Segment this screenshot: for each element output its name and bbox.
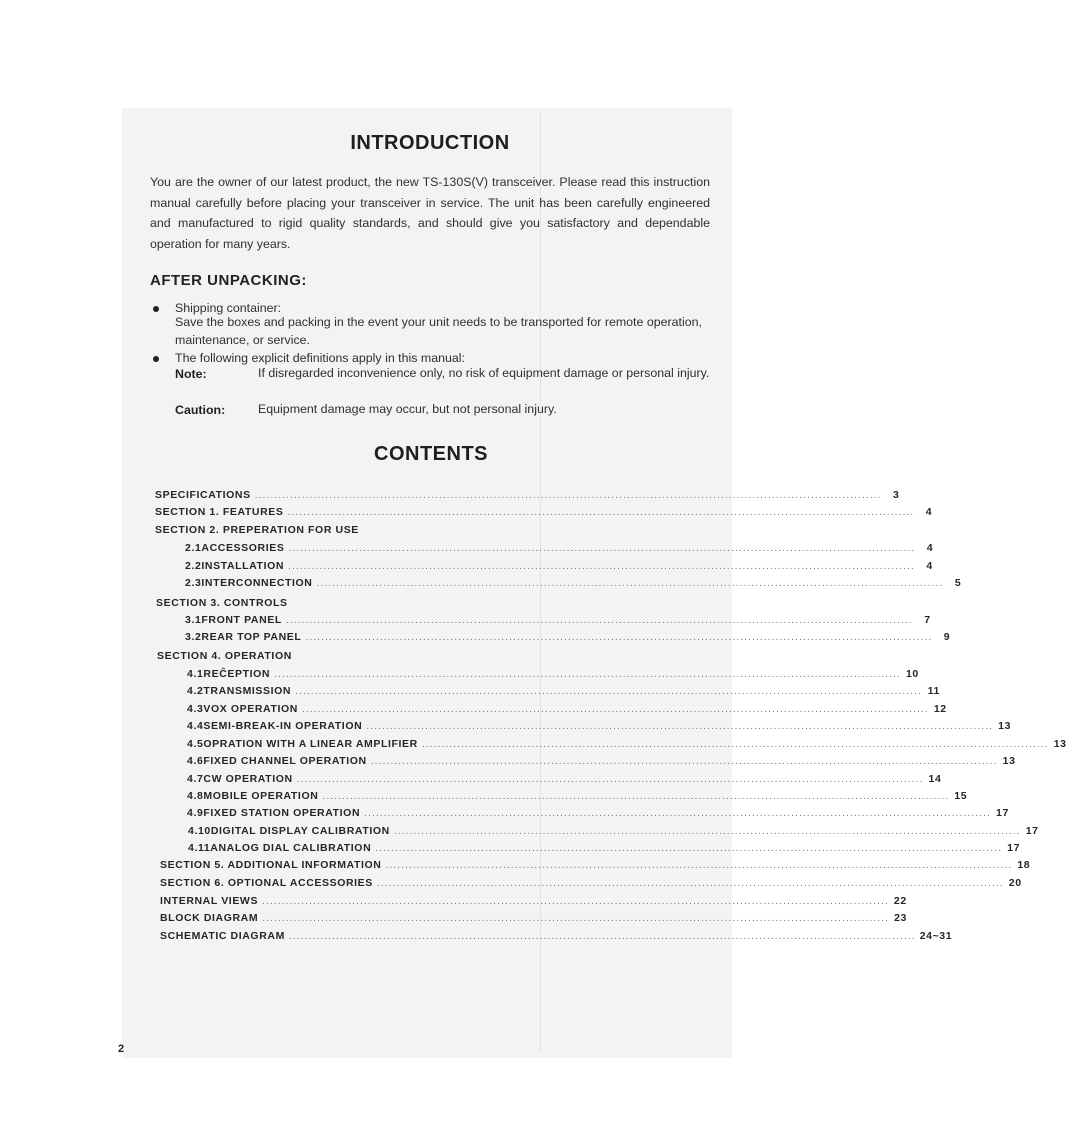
toc-page-number: 11 — [927, 685, 940, 697]
toc-page-number: 17 — [996, 807, 1009, 819]
shipping-container-title: Shipping container: — [175, 301, 282, 315]
toc-entry — [185, 560, 933, 574]
toc-entry-label: CW OPERATION — [203, 773, 293, 785]
toc-leader-dots: ................................................................................................................................................................ — [254, 489, 882, 501]
toc-leader-dots: ................................................................................................................................................................ — [288, 542, 916, 554]
toc-page-number: 17 — [1007, 842, 1021, 854]
toc-entry — [156, 597, 712, 611]
toc-entry — [187, 790, 968, 804]
toc-entry-label: SECTION 3. CONTROLS — [156, 597, 288, 609]
toc-entry-label: VOX OPERATION — [203, 703, 298, 715]
toc-entry-number: 2.3 — [185, 577, 202, 589]
toc-leader-dots: ................................................................................................................................................................ — [305, 631, 933, 643]
toc-entry-number: 4.5 — [187, 738, 204, 750]
toc-entry — [187, 668, 919, 682]
toc-leader-dots: ................................................................................................................................................................ — [285, 614, 913, 626]
toc-entry — [188, 825, 1039, 839]
toc-page-number: 23 — [894, 912, 907, 924]
toc-entry-label: FIXED STATION OPERATION — [203, 807, 361, 819]
toc-entry-label: MOBILE OPERATION — [203, 790, 319, 802]
introduction-title: INTRODUCTION — [350, 132, 510, 154]
after-unpacking-heading: AFTER UNPACKING: — [150, 272, 307, 289]
toc-leader-dots: ................................................................................................................................................................ — [370, 755, 998, 767]
toc-leader-dots: ................................................................................................................................................................ — [296, 773, 924, 785]
shipping-container-text: Save the boxes and packing in the event your unit needs to be transported for remote operation, maintenance, or service. — [175, 315, 702, 347]
toc-entry-number: 4.11 — [188, 842, 211, 854]
toc-entry — [160, 912, 907, 926]
toc-entry-number: 2.1 — [185, 542, 202, 554]
toc-entry — [160, 930, 953, 944]
toc-entry — [155, 489, 900, 503]
toc-page-number: 20 — [1008, 877, 1022, 889]
toc-entry-label: FIXED CHANNEL OPERATION — [203, 755, 367, 767]
toc-leader-dots: ................................................................................................................................................................ — [364, 807, 991, 819]
toc-entry-number: 4.1 — [187, 668, 204, 680]
toc-entry-label: INTERCONNECTION — [201, 577, 313, 589]
toc-leader-dots: ................................................................................................................................................................ — [375, 842, 1003, 854]
toc-entry-label: FRONT PANEL — [201, 614, 282, 626]
toc-entry — [157, 650, 712, 664]
toc-page-number: 13 — [1053, 738, 1067, 750]
toc-page-number: 9 — [943, 631, 951, 643]
page-number: 2 — [118, 1043, 125, 1055]
toc-page-number: 17 — [1025, 825, 1039, 837]
toc-entry — [160, 895, 907, 909]
toc-entry — [185, 542, 934, 556]
toc-page-number: 4 — [925, 506, 933, 518]
toc-entry-label: ANALOG DIAL CALIBRATION — [210, 842, 372, 854]
toc-entry-label: SECTION 2. PREPERATION FOR USE — [155, 524, 359, 536]
note-text: If disregarded inconvenience only, no risk of equipment damage or personal injury. — [258, 366, 710, 380]
toc-entry-label: DIGITAL DISPLAY CALIBRATION — [210, 825, 390, 837]
toc-entry-label: BLOCK DIAGRAM — [160, 912, 259, 924]
toc-entry-label: SCHEMATIC DIAGRAM — [160, 930, 285, 942]
toc-leader-dots: ................................................................................................................................................................ — [316, 577, 944, 589]
toc-entry-number: 3.1 — [185, 614, 202, 626]
toc-leader-dots: ................................................................................................................................................................ — [421, 738, 1049, 750]
toc-entry-number: 4.4 — [187, 720, 204, 732]
toc-entry — [160, 877, 1022, 891]
toc-leader-dots: ................................................................................................................................................................ — [274, 668, 901, 680]
toc-leader-dots: ................................................................................................................................................................ — [385, 859, 1013, 871]
toc-leader-dots: ................................................................................................................................................................ — [322, 790, 950, 802]
toc-entry-label: SECTION 4. OPERATION — [157, 650, 292, 662]
toc-entry-label: SECTION 5. ADDITIONAL INFORMATION — [160, 859, 382, 871]
toc-entry-number: 4.7 — [187, 773, 204, 785]
toc-entry — [185, 577, 962, 591]
caution-label: Caution: — [175, 403, 226, 417]
toc-entry-number: 4.2 — [187, 685, 204, 697]
toc-entry-label: SECTION 1. FEATURES — [155, 506, 284, 518]
toc-entry — [155, 524, 712, 538]
toc-entry — [188, 842, 1021, 856]
toc-entry-label: SPECIFICATIONS — [155, 489, 251, 501]
toc-entry — [187, 773, 942, 787]
toc-leader-dots: ................................................................................................................................................................ — [262, 895, 889, 907]
toc-leader-dots: ................................................................................................................................................................ — [366, 720, 994, 732]
toc-page-number: 13 — [998, 720, 1012, 732]
toc-entry-number: 4.6 — [187, 755, 204, 767]
toc-entry — [160, 859, 1031, 873]
toc-entry-label: SECTION 6. OPTIONAL ACCESSORIES — [160, 877, 373, 889]
toc-entry-label: OPRATION WITH A LINEAR AMPLIFIER — [203, 738, 418, 750]
toc-leader-dots: ................................................................................................................................................................ — [288, 560, 915, 572]
toc-page-number: 10 — [905, 668, 919, 680]
toc-page-number: 4 — [926, 542, 934, 554]
toc-page-number: 18 — [1017, 859, 1031, 871]
toc-entry — [187, 738, 1067, 752]
toc-page-number: 3 — [893, 489, 900, 501]
toc-page-number: 24~31 — [919, 930, 953, 942]
toc-entry-label: SEMI-BREAK-IN OPERATION — [203, 720, 363, 732]
toc-page-number: 5 — [954, 577, 962, 589]
toc-entry — [185, 614, 931, 628]
caution-text: Equipment damage may occur, but not personal injury. — [258, 402, 557, 416]
toc-entry-number: 4.9 — [187, 807, 204, 819]
toc-entry-label: INTERNAL VIEWS — [160, 895, 259, 907]
toc-page-number: 13 — [1002, 755, 1016, 767]
toc-entry-number: 2.2 — [185, 560, 202, 572]
toc-leader-dots: ................................................................................................................................................................ — [288, 930, 916, 942]
toc-entry-label: TRANSMISSION — [203, 685, 292, 697]
toc-entry-label: REAR TOP PANEL — [201, 631, 302, 643]
toc-entry — [155, 506, 933, 520]
toc-entry — [187, 703, 947, 717]
toc-page-number: 12 — [933, 703, 947, 715]
toc-entry-label: INSTALLATION — [201, 560, 285, 572]
toc-entry — [187, 807, 1009, 821]
toc-page-number: 15 — [954, 790, 968, 802]
definitions-intro: The following explicit definitions apply in this manual: — [175, 351, 465, 365]
toc-entry — [185, 631, 951, 645]
toc-leader-dots: ................................................................................................................................................................ — [262, 912, 889, 924]
toc-entry — [187, 755, 1016, 769]
toc-page-number: 14 — [928, 773, 942, 785]
toc-leader-dots: ................................................................................................................................................................ — [301, 703, 929, 715]
toc-entry-number: 4.10 — [188, 825, 211, 837]
note-label: Note: — [175, 367, 207, 381]
toc-entry-number: 3.2 — [185, 631, 202, 643]
introduction-text: You are the owner of our latest product, the new TS-130S(V) transceiver. Please read this instruction manual carefully before placing your transceiver in service. The unit has been carefully engineered and manufactured to rigid quality standards, and should give you satisfactory and dependable operation for many years. — [150, 175, 710, 251]
toc-entry-label: REĈEPTION — [203, 668, 271, 680]
toc-entry — [187, 685, 940, 699]
toc-leader-dots: ................................................................................................................................................................ — [295, 685, 922, 697]
toc-page-number: 22 — [893, 895, 907, 907]
toc-leader-dots: ................................................................................................................................................................ — [376, 877, 1004, 889]
toc-entry-number: 4.3 — [187, 703, 204, 715]
toc-entry — [187, 720, 1012, 734]
toc-page-number: 7 — [924, 614, 931, 626]
toc-leader-dots: ................................................................................................................................................................ — [393, 825, 1021, 837]
toc-entry-number: 4.8 — [187, 790, 204, 802]
contents-title: CONTENTS — [374, 443, 488, 465]
toc-entry-label: ACCESSORIES — [201, 542, 285, 554]
toc-leader-dots: ................................................................................................................................................................ — [287, 506, 915, 518]
toc-page-number: 4 — [926, 560, 933, 572]
